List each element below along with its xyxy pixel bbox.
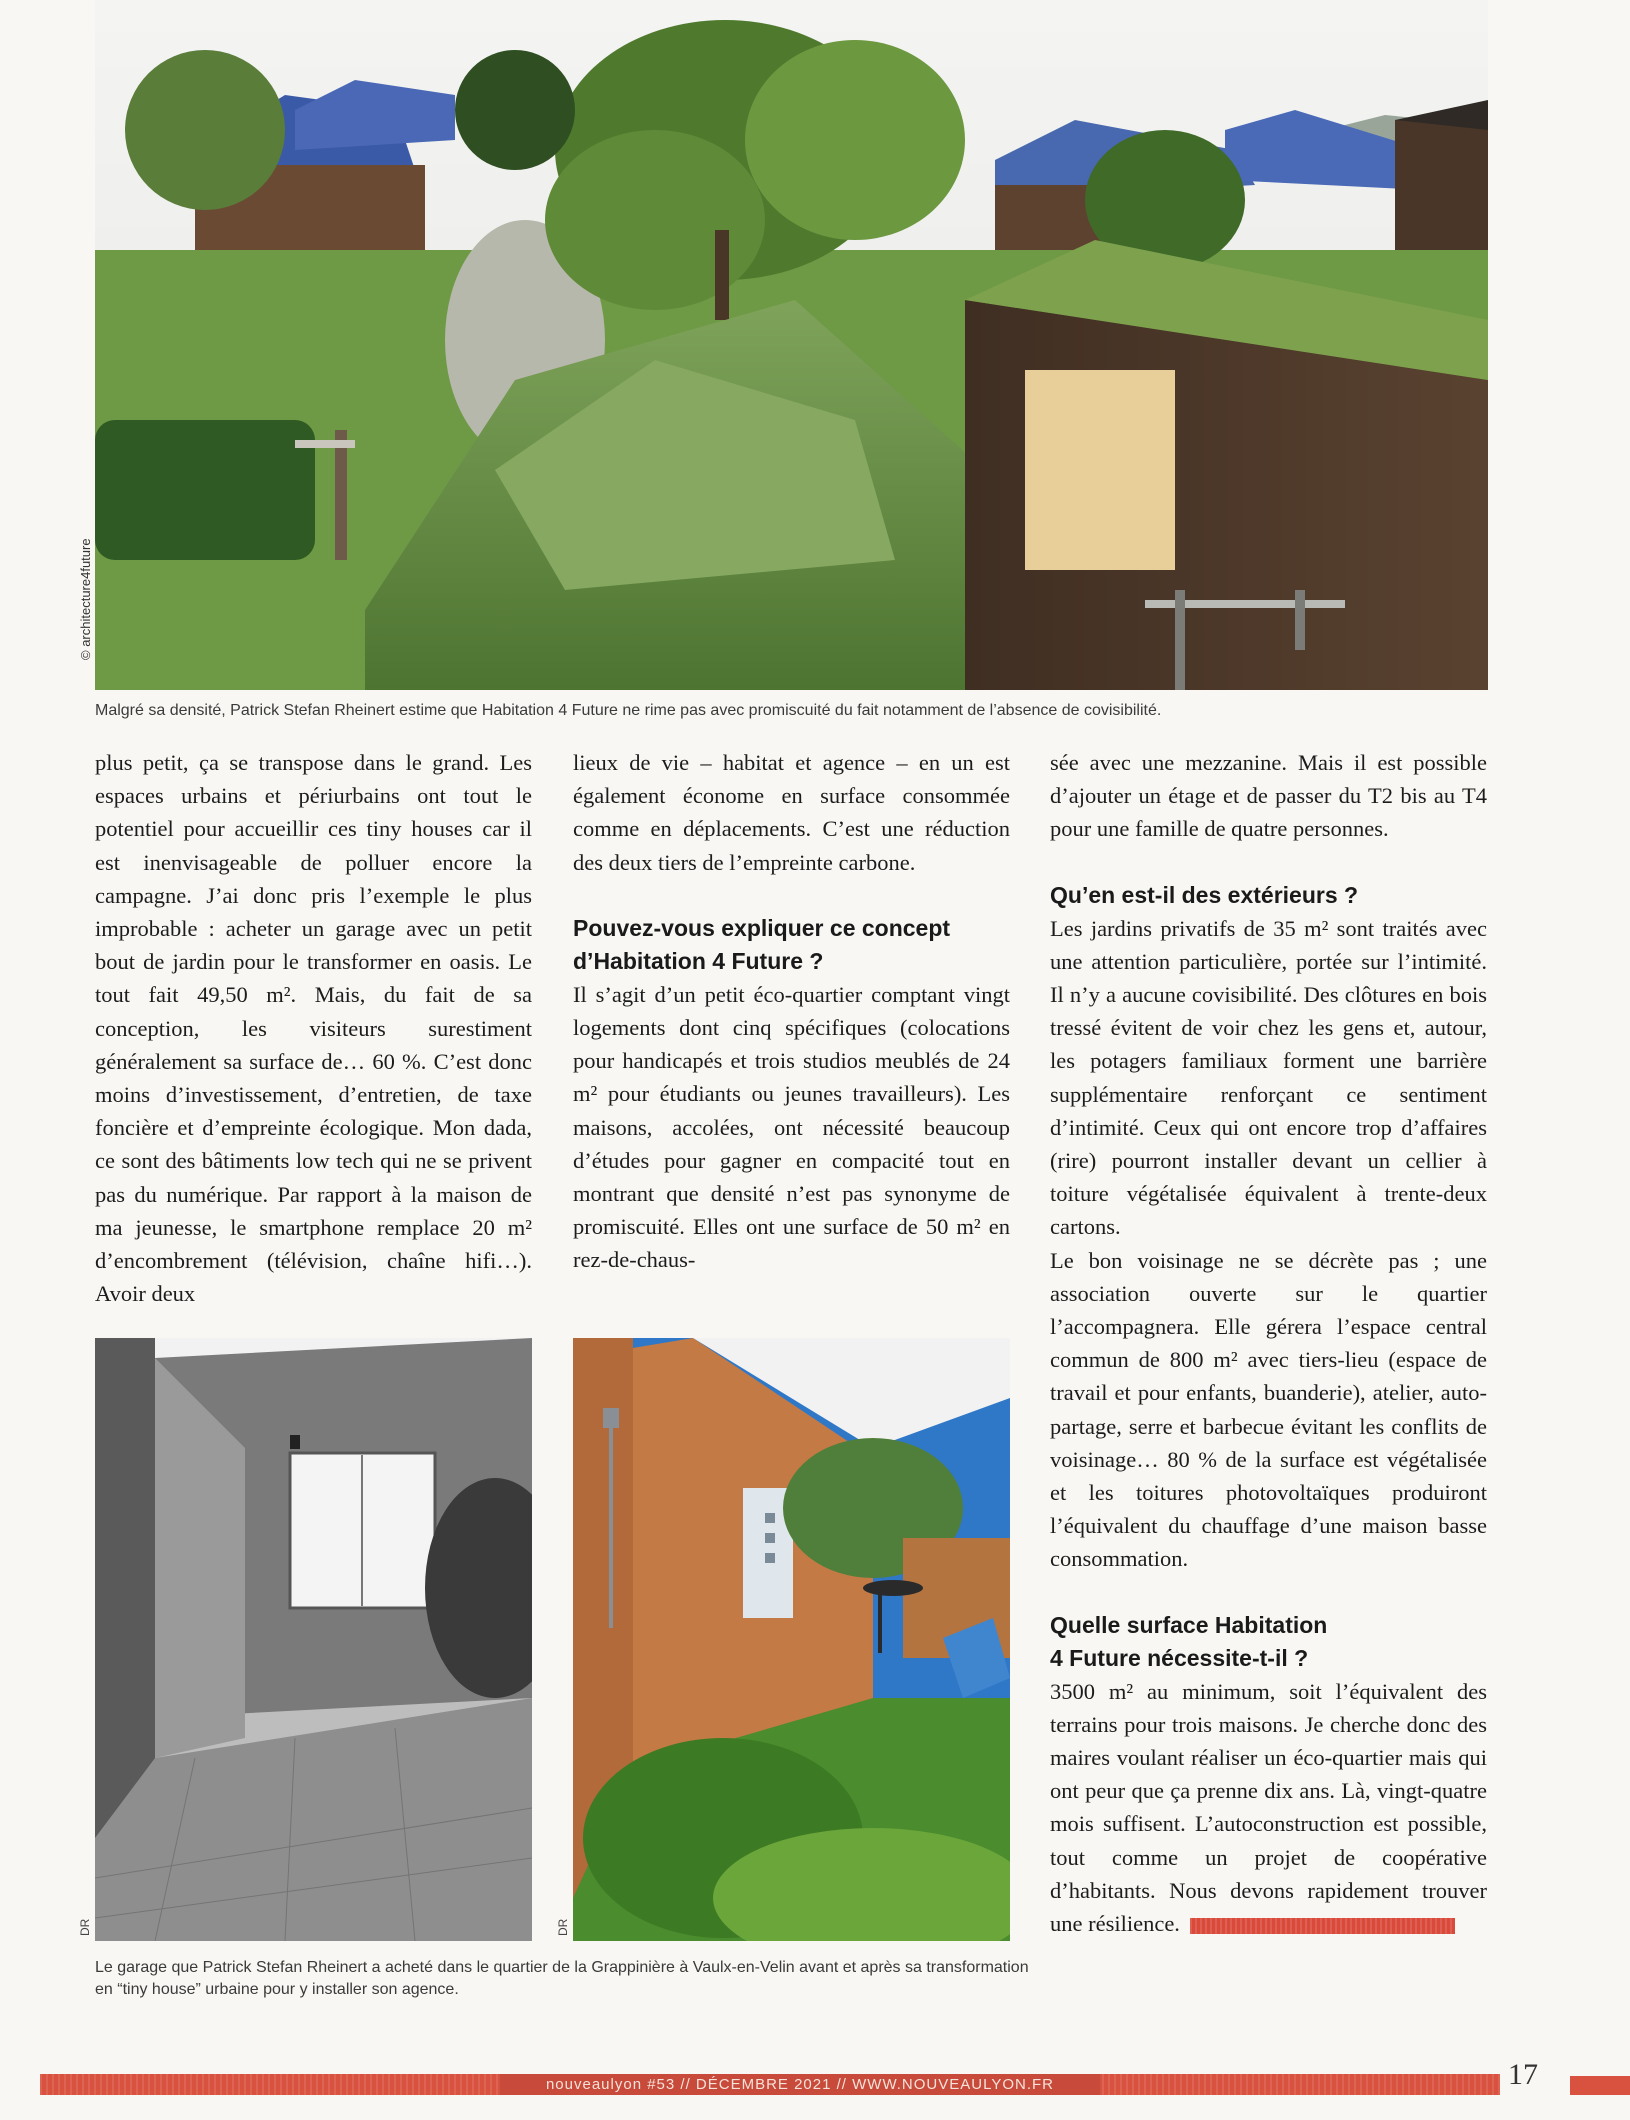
article-column-2 [573, 746, 1010, 1277]
interview-question: Quelle surface Habitation 4 Future nécessite-t-il ? [1050, 1611, 1328, 1671]
article-column-1 [95, 746, 532, 1310]
end-mark [1190, 1918, 1455, 1934]
hero-image [95, 0, 1488, 690]
article-column-3 [1050, 746, 1487, 1940]
paragraph: lieux de vie – habitat et agence – en un est également économe en surface consommée comme en déplacements. C’est une réduction des deux tiers de l’empreinte carbone. [573, 750, 1010, 875]
hero-caption: Malgré sa densité, Patrick Stefan Rheinert estime que Habitation 4 Future ne rime pas avec promiscuité du fait notamment de l’absence de covisibilité. [95, 702, 1162, 719]
paragraph: sée avec une mezzanine. Mais il est possible d’ajouter un étage et de passer du T2 bis au T4 pour une famille de quatre personnes. [1050, 750, 1487, 842]
eco-quarter-rendering [95, 0, 1488, 690]
paragraph: Il s’agit d’un petit éco-quartier comptant vingt logements dont cinq spécifiques (colocations pour handicapés et trois studios meublés de 24 m² pour étudiants ou jeunes travailleurs). Les maisons, accolées, ont nécessité beaucoup d’études pour gagner en compacité tout en montrant que densité n’est pas synonyme de promiscuité. Elles ont une surface de 50 m² en rez-de-chaus- [573, 981, 1010, 1273]
tiny-house-after-photo [573, 1338, 1010, 1941]
hero-credit: © architecture4future [78, 538, 93, 660]
garage-before-photo [95, 1338, 532, 1941]
photo-credit-left: DR [78, 1918, 92, 1936]
photo-credit-right: DR [556, 1918, 570, 1936]
interview-question: Qu’en est-il des extérieurs ? [1050, 881, 1359, 908]
paragraph: plus petit, ça se transpose dans le grand. Les espaces urbains et périurbains ont tout le potentiel pour accueillir ces tiny houses car il est inenvisageable de polluer encore la campagne. J’ai donc pris l’exemple le plus improbable : acheter un garage avec un petit bout de jardin pour le transformer en oasis. Le tout fait 49,50 m². Mais, du fait de sa conception, les visiteurs surestiment généralement sa surface de… 60 %. C’est donc moins d’investissement, d’entretien, de taxe foncière et d’empreinte écologique. Mon dada, ce sont des bâtiments low tech qui ne se privent pas du numérique. Par rapport à la maison de ma jeunesse, le smartphone remplace 20 m² d’encombrement (télévision, chaîne hifi…). Avoir deux [95, 750, 532, 1307]
paragraph: Le bon voisinage ne se décrète pas ; une association ouverte sur le quartier l’accompagnera. Elle gérera l’espace central commun de 800 m² avec tiers-lieu (espace de travail et pour enfants, buanderie), atelier, auto-partage, serre et barbecue évitant les conflits de voisinage… 80 % de la surface est végétalisée et les toitures photovoltaïques produiront l’équivalent du chauffage d’une maison basse consommation. [1050, 1247, 1487, 1572]
page-number: 17 [1508, 2058, 1538, 2091]
paragraph: Les jardins privatifs de 35 m² sont traités avec une attention particulière, portée sur l’intimité. Il n’y a aucune covisibilité. Des clôtures en bois tressé évitent de voir chez les gens et, autour, les potagers familiaux forment une barrière supplémentaire renforçant ce sentiment d’intimité. Ceux qui ont encore trop d’affaires (rire) pourront installer devant un cellier à toiture végétalisée équivalent à trente-deux cartons. [1050, 915, 1487, 1240]
corner-bar [1570, 2076, 1630, 2095]
footer-masthead: nouveaulyon #53 // DÉCEMBRE 2021 // WWW.NOUVEAULYON.FR [500, 2074, 1100, 2095]
paragraph: 3500 m² au minimum, soit l’équivalent des terrains pour trois maisons. Je cherche donc des maires voulant réaliser un éco-quartier mais qui ont peur que ça prenne dix ans. Là, vingt-quatre mois suffisent. L’autoconstruction est possible, tout comme un projet de coopérative d’habitants. Nous devons rapidement trouver une résilience. [1050, 1678, 1487, 1937]
interview-question: Pouvez-vous expliquer ce concept d’Habitation 4 Future ? [573, 914, 951, 974]
photos-caption: Le garage que Patrick Stefan Rheinert a acheté dans le quartier de la Grappinière à Vaulx-en-Velin avant et après sa transformation en “tiny house” urbaine pour y installer son agence. [95, 1959, 1029, 1998]
